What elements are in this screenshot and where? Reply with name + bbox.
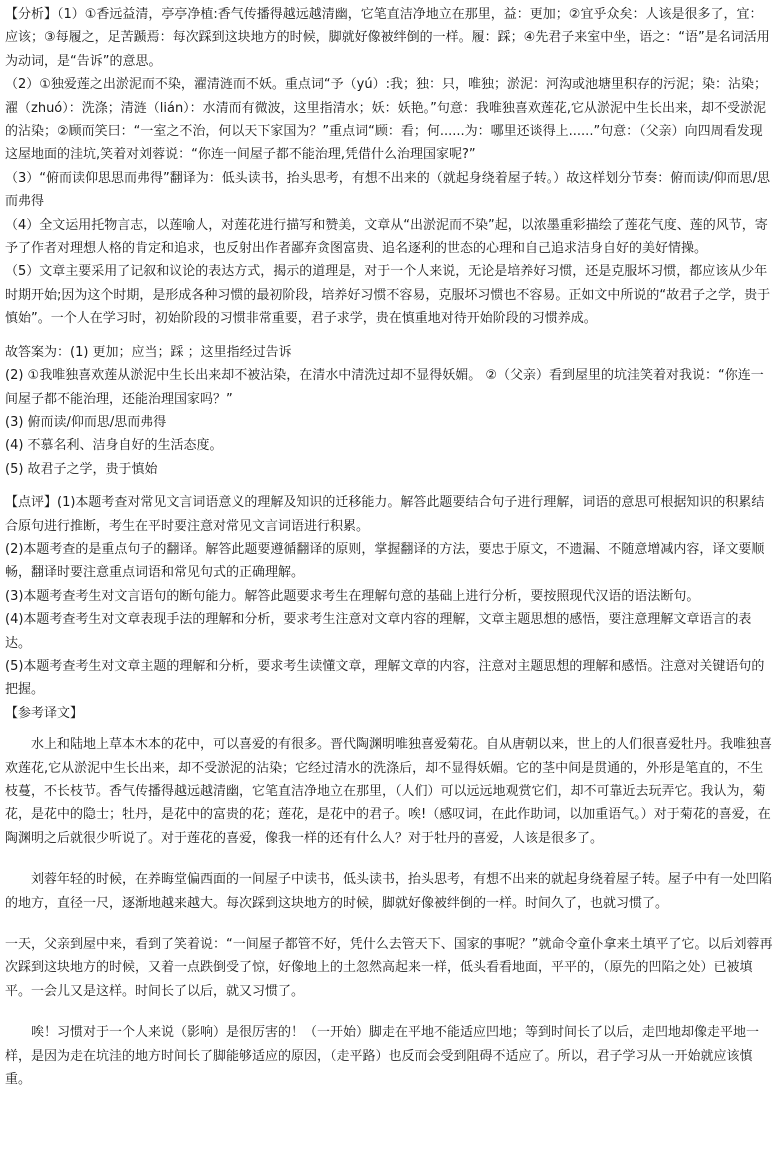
answer-line-4: (4) 不慕名利、洁身自好的生活态度。 bbox=[5, 438, 223, 454]
comment-line-5: (5)本题考查考生对文章主题的理解和分析，要求考生读懂文章，理解文章的内容，注意对主题思想的理解和感悟。注意对关键语句的把握。 bbox=[5, 658, 765, 698]
comment-line-3: (3)本题考查考生对文言语句的断句能力。解答此题要求考生在理解句意的基础上进行分析，要按照现代汉语的语法断句。 bbox=[5, 588, 700, 604]
analysis-para-2: （2）①独爱莲之出淤泥而不染，濯清涟而不妖。重点词“予（yú）:我；独：只，唯独；淤泥：河沟或池塘里积存的污泥；染：沾染；濯（zhuó）：洗涤；清涟（lián）：水清而有微波，这里指清水；妖：妖艳。”句意：我唯独喜欢莲花,它从淤泥中生长出来，却不受淤泥的沾染；②顾而笑曰：“一室之不治，何以天下家国为？”重点词“顾：看；何......为：哪里还谈得上......”句意：（父亲）向四周看发现这屋地面的洼坑,笑着对刘蓉说：“你连一间屋子都不能治理,凭借什么治理国家呢?” bbox=[5, 77, 767, 163]
answers-section bbox=[5, 341, 774, 481]
answer-line-1: 故答案为：(1) 更加；应当；踩 ；这里指经过告诉 bbox=[5, 344, 292, 360]
analysis-para-3: （3）“俯而读仰思思而弗得”翻译为：低头读书，抬头思考，有想不出来的（就起身绕着屋子转。）故这样划分节奏：俯而读/仰而思/思而弗得 bbox=[5, 170, 771, 210]
comment-line-1: 【点评】(1)本题考查对常见文言词语意义的理解及知识的迁移能力。解答此题要结合句子进行理解，词语的意思可根据知识的积累结合原句进行推断，考生在平时要注意对常见文言词语进行积累。 bbox=[5, 495, 765, 534]
translation-section bbox=[5, 733, 774, 1091]
translation-para-3: 一天，父亲到屋中来，看到了笑着说：“一间屋子都管不好，凭什么去管天下、国家的事呢？”就命令童仆拿来土填平了它。以后刘蓉再次踩到这块地方的时候，又着一点跌倒受了惊，好像地上的土忽然高起来一样，低头看看地面，平平的，（原先的凹陷之处）已被填平。一会儿又是这样。时间长了以后，就又习惯了。 bbox=[5, 937, 773, 999]
comment-line-2: (2)本题考查的是重点句子的翻译。解答此题要遵循翻译的原则，掌握翻译的方法，要忠于原文，不遗漏、不随意增减内容，译文要顺畅，翻译时要注意重点词语和常见句式的正确理解。 bbox=[5, 541, 765, 581]
analysis-section bbox=[5, 3, 774, 331]
comment-line-4: (4)本题考查考生对文章表现手法的理解和分析，要求考生注意对文章内容的理解，文章主题思想的感悟，要注意理解文章语言的表达。 bbox=[5, 612, 752, 651]
translation-para-1: 水上和陆地上草本木本的花中，可以喜爱的有很多。晋代陶渊明唯独喜爱菊花。自从唐朝以来，世上的人们很喜爱牡丹。我唯独喜欢莲花,它从淤泥中生长出来，却不受淤泥的沾染；它经过清水的洗涤后，却不显得妖媚。它的茎中间是贯通的，外形是笔直的，不生枝蔓，不长枝节。香气传播得越远越清幽，它笔直洁净地立在那里，（人们）可以远远地观赏它们，却不可靠近去玩弄它。我认为，菊花，是花中的隐士；牡丹，是花中的富贵的花；莲花，是花中的君子。唉!（感叹词，在此作助词，以加重语气。）对于菊花的喜爱，在陶渊明之后就很少听说了。对于莲花的喜爱，像我一样的还有什么人？对于牡丹的喜爱，人该是很多了。 bbox=[5, 737, 773, 846]
translation-heading: 【参考译文】 bbox=[5, 705, 84, 721]
answer-line-2: (2) ①我唯独喜欢莲从淤泥中生长出来却不被沾染，在清水中清洗过却不显得妖媚。 ②（父亲）看到屋里的坑洼笑着对我说：“你连一间屋子都不能治理，还能治理国家吗？” bbox=[5, 368, 764, 407]
answer-line-5: (5) 故君子之学，贵于慎始 bbox=[5, 461, 158, 477]
analysis-para-4: （4）全文运用托物言志，以莲喻人，对莲花进行描写和赞美，文章从“出淤泥而不染”起，以浓墨重彩描绘了莲花气度、莲的风节，寄予了作者对理想人格的肯定和追求，也反射出作者鄙弃贪图富贵、追名逐利的世态的心理和自己追求洁身自好的美好情操。 bbox=[5, 217, 768, 257]
analysis-para-5: （5）文章主要采用了记叙和议论的表达方式，揭示的道理是，对于一个人来说，无论是培养好习惯，还是克服坏习惯，都应该从少年时期开始;因为这个时期，是形成各种习惯的最初阶段，培养好习惯不容易，克服坏习惯也不容易。正如文中所说的“故君子之学，贵于慎始”。一个人在学习时，初始阶段的习惯非常重要，君子求学，贵在慎重地对待开始阶段的习惯养成。 bbox=[5, 264, 771, 327]
translation-para-4: 唉！习惯对于一个人来说（影响）是很厉害的！（一开始）脚走在平地不能适应凹地；等到时间长了以后，走凹地却像走平地一样，是因为走在坑洼的地方时间长了脚能够适应的原因，（走平路）也反而会受到阻碍不适应了。所以，君子学习从一开始就应该慎重。 bbox=[5, 1025, 760, 1088]
analysis-para-1: 【分析】（1）①香远益清，亭亭净植:香气传播得越远越清幽，它笔直洁净地立在那里，益：更加；②宜乎众矣：人该是很多了，宜：应该；③每履之，足苦踬焉：每次踩到这块地方的时候，脚就好像被绊倒的一样。履：踩；④先君子来室中坐，语之：“语”是名词活用为动词，是“告诉”的意思。 bbox=[5, 7, 770, 69]
comments-section bbox=[5, 491, 774, 725]
translation-para-2: 刘蓉年轻的时候，在养晦堂偏西面的一间屋子中读书，低头读书，抬头思考，有想不出来的就起身绕着屋子转。屋子中有一处凹陷的地方，直径一尺，逐渐地越来越大。每次踩到这块地方的时候，脚就好像被绊倒的一样。时间久了，也就习惯了。 bbox=[5, 872, 773, 911]
answer-line-3: (3) 俯而读/仰而思/思而弗得 bbox=[5, 414, 167, 430]
